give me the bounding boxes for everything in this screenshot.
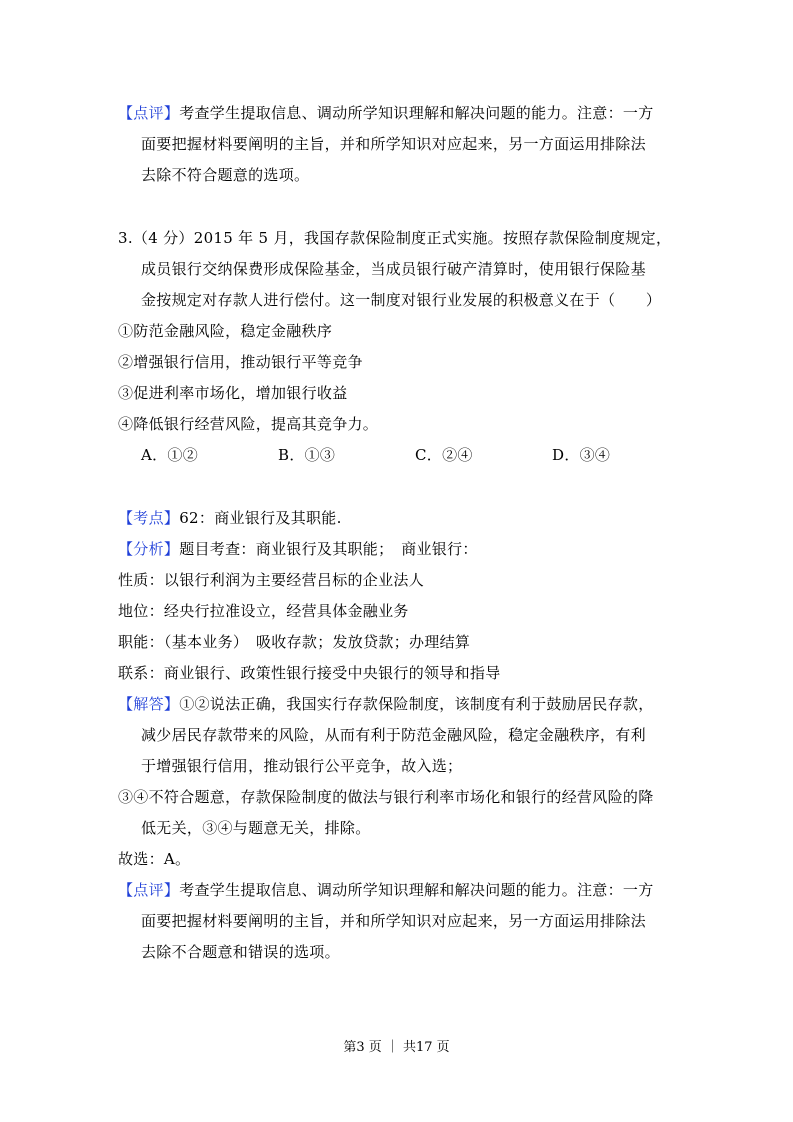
comment2-line-1 (118, 880, 678, 900)
page-footer: 第3 页 ｜ 共17 页 (343, 1040, 450, 1055)
jieda-line-3: 于增强银行信用，推动银行公平竞争，故入选； (141, 757, 463, 775)
option-b: B．①③ (278, 446, 336, 464)
jieda-line-5: 低无关，③④与题意无关，排除。 (141, 819, 371, 837)
jieda-text: ①②说法正确，我国实行存款保险制度，该制度有利于鼓励居民存款， (179, 695, 654, 713)
comment-line-3: 去除不符合题意的选项。 (141, 166, 310, 184)
answer-options (141, 445, 701, 465)
analysis-line-2: 地位：经央行拉准设立，经营具体金融业务 (118, 602, 409, 620)
analysis-line-4: 联系：商业银行、政策性银行接受中央银行的领导和指导 (118, 664, 501, 682)
option-c: C．②④ (415, 446, 473, 464)
fenxi-text: 题目考查：商业银行及其职能； 商业银行： (179, 540, 478, 558)
question-item-1: ①防范金融风险，稳定金融秩序 (118, 322, 333, 340)
fenxi-tag: 【分析】 (118, 540, 180, 558)
question-item-2: ②增强银行信用，推动银行平等竞争 (118, 353, 363, 371)
question-stem-line-3: 金按规定对存款人进行偿付。这一制度对银行业发展的积极意义在于（ ） (141, 291, 662, 309)
comment-line-2: 面要把握材料要阐明的主旨，并和所学知识对应起来，另一方面运用排除法 (141, 135, 646, 153)
comment-tag: 【点评】 (118, 104, 180, 122)
fenxi-line (118, 539, 678, 559)
jieda-line-4: ③④不符合题意，存款保险制度的做法与银行利率市场化和银行的经营风险的降 (118, 788, 654, 806)
comment2-text: 考查学生提取信息、调动所学知识理解和解决问题的能力。注意：一方 (179, 881, 654, 899)
question-item-4: ④降低银行经营风险，提高其竞争力。 (118, 415, 379, 433)
question-stem-line-2: 成员银行交纳保费形成保险基金，当成员银行破产清算时，使用银行保险基 (141, 260, 646, 278)
jieda-line-1 (118, 694, 678, 714)
question-item-3: ③促进利率市场化，增加银行收益 (118, 384, 348, 402)
option-a: A．①② (141, 446, 199, 464)
comment-line-1 (118, 103, 678, 123)
kaodian-line (118, 508, 678, 528)
jieda-line-2: 减少居民存款带来的风险，从而有利于防范金融风险，稳定金融秩序，有利 (141, 726, 646, 744)
comment2-line-3: 去除不合题意和错误的选项。 (141, 943, 340, 961)
analysis-line-3: 职能：（基本业务） 吸收存款；发放贷款；办理结算 (118, 633, 471, 651)
comment2-tag: 【点评】 (118, 881, 180, 899)
jieda-tag: 【解答】 (118, 695, 180, 713)
kaodian-text: 62：商业银行及其职能. (179, 509, 342, 527)
analysis-line-1: 性质：以银行利润为主要经营吕标的企业法人 (118, 571, 425, 589)
option-d: D．③④ (552, 446, 611, 464)
comment-text: 考查学生提取信息、调动所学知识理解和解决问题的能力。注意：一方 (179, 104, 654, 122)
kaodian-tag: 【考点】 (118, 509, 180, 527)
question-stem-line-1: 3.（4 分）2015 年 5 月，我国存款保险制度正式实施。按照存款保险制度规定， (118, 229, 672, 247)
comment2-line-2: 面要把握材料要阐明的主旨，并和所学知识对应起来，另一方面运用排除法 (141, 912, 646, 930)
jieda-answer: 故选：A。 (118, 850, 191, 868)
